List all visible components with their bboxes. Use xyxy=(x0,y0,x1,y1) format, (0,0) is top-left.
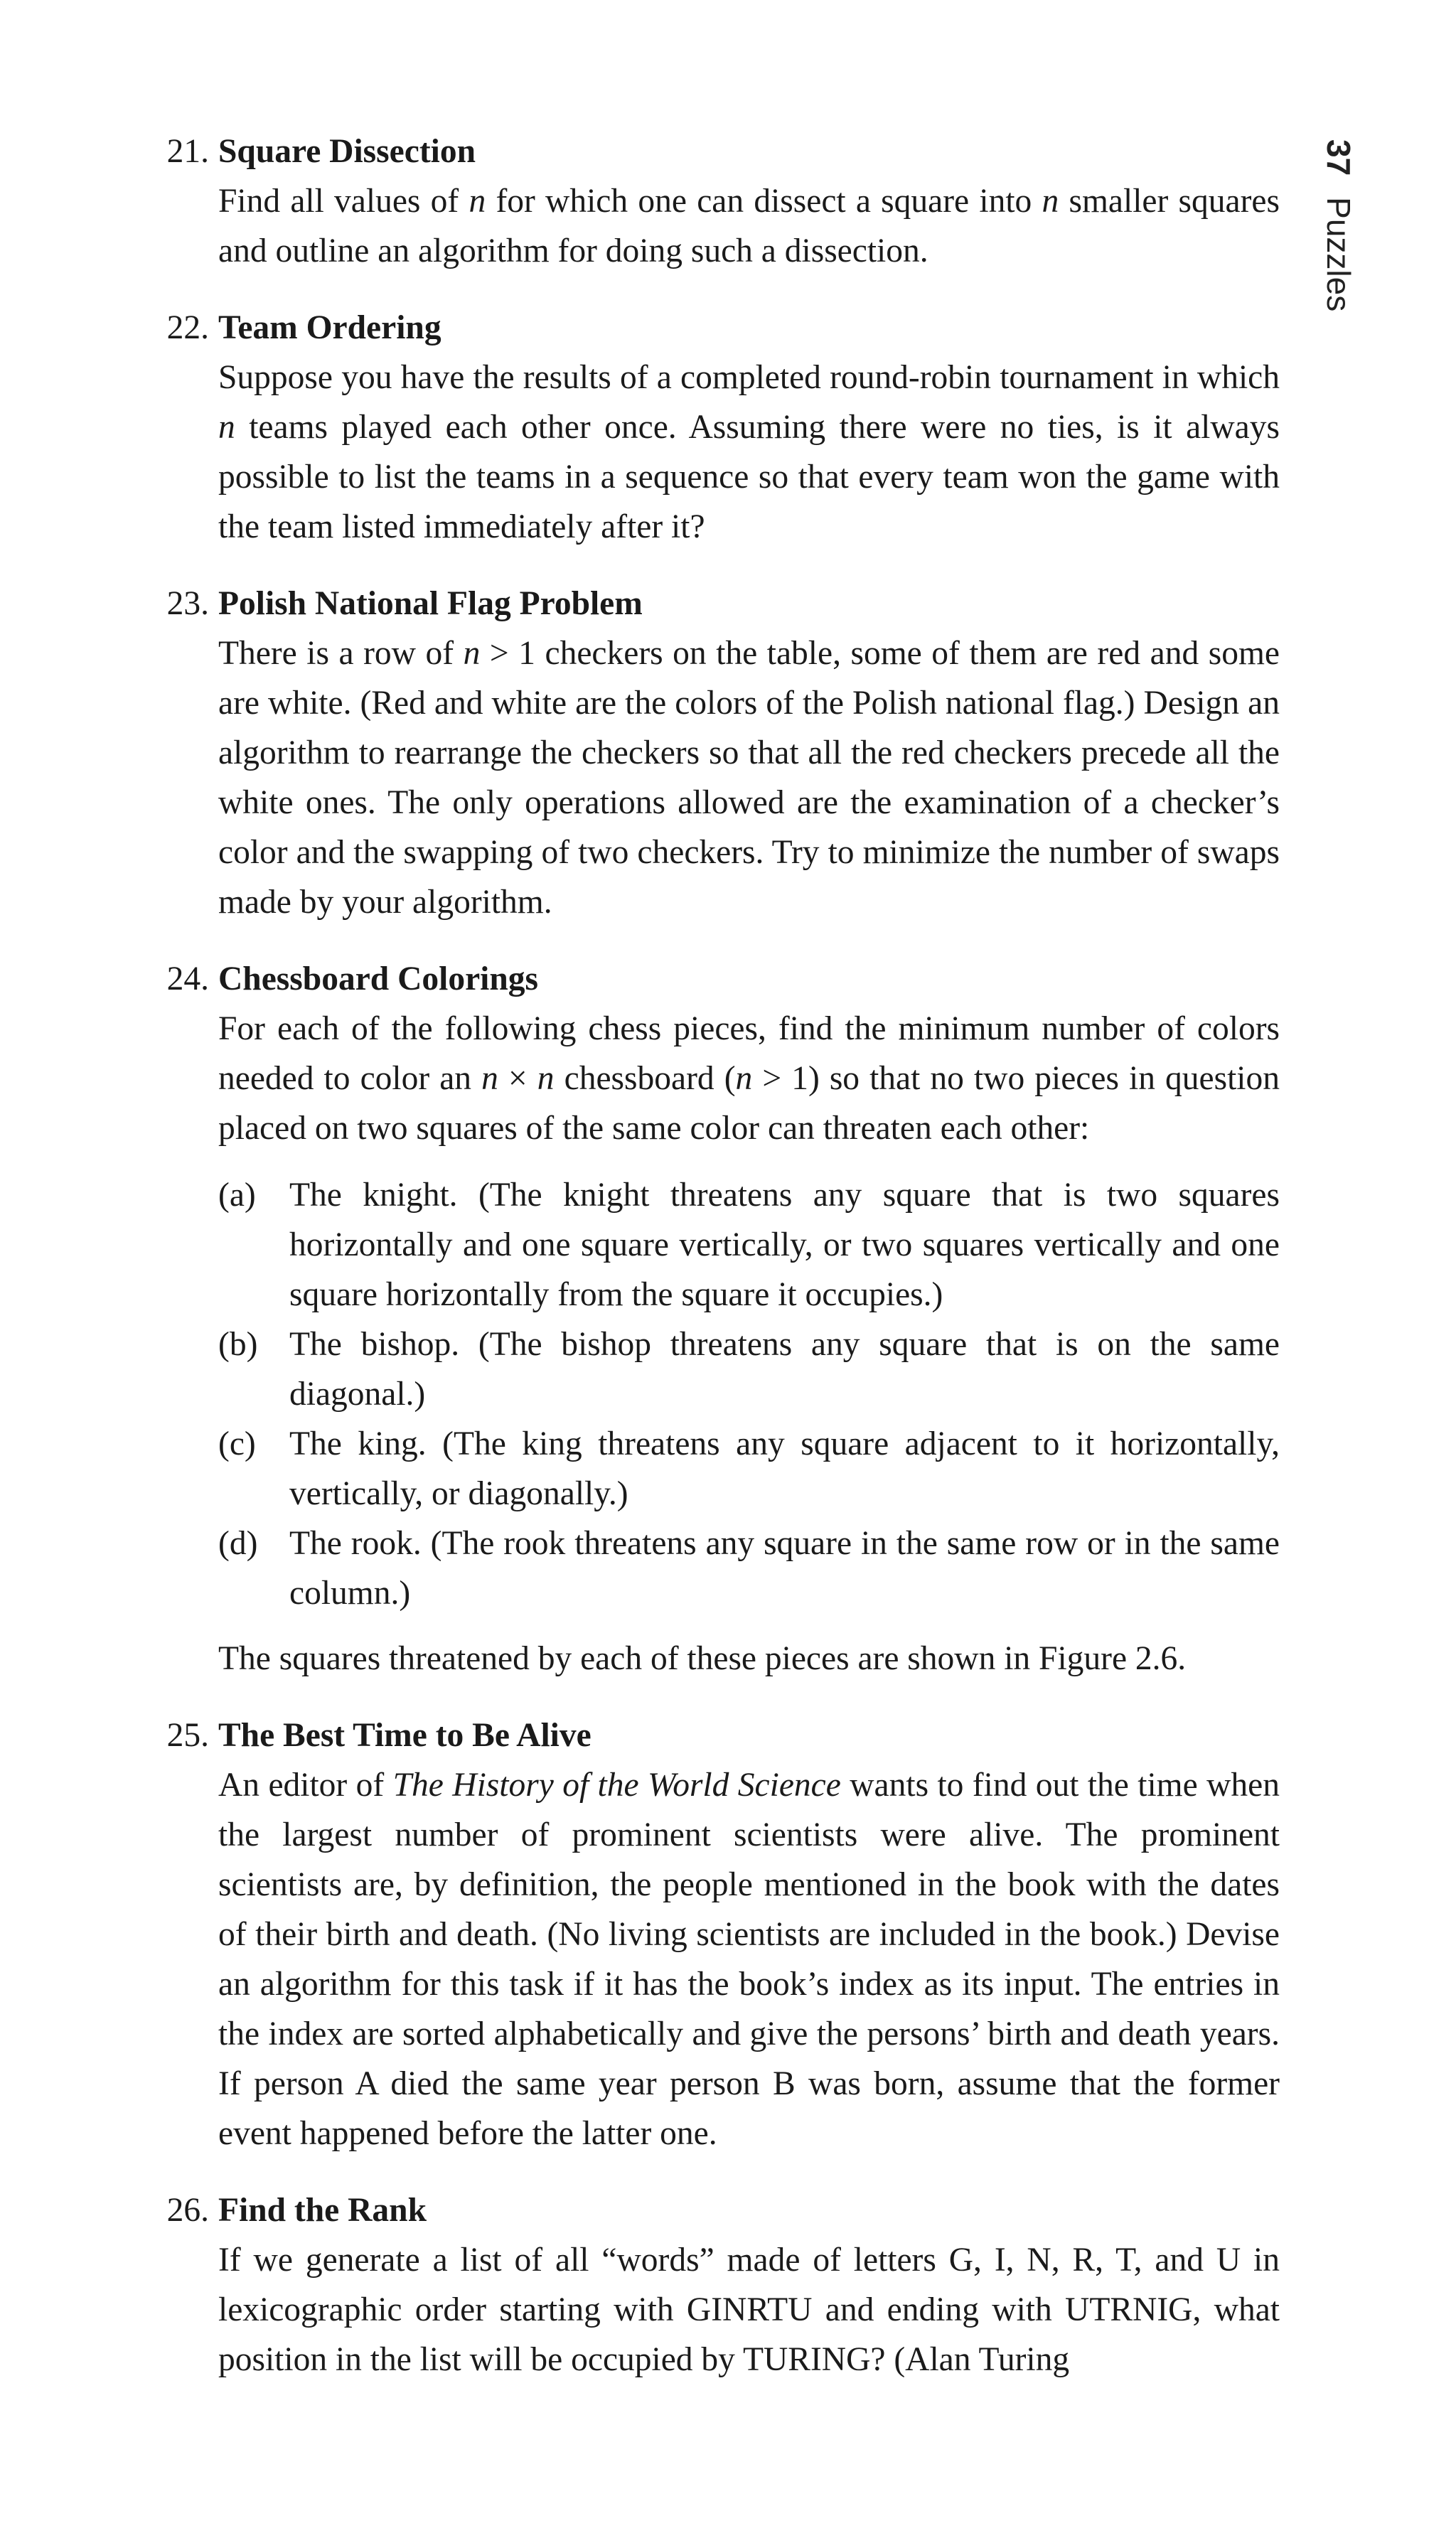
sub-item-text: The bishop. (The bishop threatens any square that is on the same diagonal.) xyxy=(289,1326,1280,1413)
running-head xyxy=(1320,139,1358,311)
page-number: 37 xyxy=(1320,139,1357,176)
puzzle-text: Suppose you have the results of a completed round-robin tournament in which n teams played each other once. Assuming there were no ties, is it always possible to list the teams in a sequence so that every team won the game with the team listed immediately after it? xyxy=(218,359,1280,545)
puzzle-text: Find all values of n for which one can dissect a square into n smaller squares and outline an algorithm for doing such a dissection. xyxy=(218,183,1280,269)
sub-item-label: (b) xyxy=(218,1326,258,1363)
puzzle-title: Find the Rank xyxy=(218,2192,427,2229)
puzzle-25 xyxy=(155,1710,1280,2158)
sub-item-label: (d) xyxy=(218,1525,258,1562)
puzzle-26 xyxy=(155,2185,1280,2384)
sub-item-label: (a) xyxy=(218,1177,256,1214)
sub-item-king xyxy=(218,1419,1280,1519)
puzzle-title: Team Ordering xyxy=(218,309,441,346)
puzzle-number: 23. xyxy=(166,585,209,622)
sub-item-bishop xyxy=(218,1319,1280,1419)
puzzle-22 xyxy=(155,303,1280,552)
puzzle-number: 22. xyxy=(166,309,209,346)
sub-item-text: The rook. (The rook threatens any square in the same row or in the same column.) xyxy=(289,1525,1280,1612)
puzzle-text: There is a row of n > 1 checkers on the table, some of them are red and some are white. (Red and white are the colors of the Polish national flag.) Design an algorithm to rearrange the checkers so that all the red checkers precede all the white ones. The only operations allowed are the examination of a checker’s color and the swapping of two checkers. Try to minimize the number of swaps made by your algorithm. xyxy=(218,635,1280,921)
puzzle-text: An editor of The History of the World Science wants to find out the time when the largest number of prominent scientists were alive. The prominent scientists are, by definition, the people mentioned in the book with the dates of their birth and death. (No living scientists are included in the book.) Devise an algorithm for this task if it has the book’s index as its input. The entries in the index are sorted alphabetically and give the persons’ birth and death years. If person A died the same year person B was born, assume that the former event happened before the latter one. xyxy=(218,1767,1280,2152)
sub-item-knight xyxy=(218,1170,1280,1319)
puzzle-number: 21. xyxy=(166,133,209,170)
puzzle-number: 24. xyxy=(166,960,209,997)
section-title: Puzzles xyxy=(1320,197,1357,312)
sub-item-rook xyxy=(218,1519,1280,1618)
puzzle-21 xyxy=(155,127,1280,276)
sub-item-list xyxy=(218,1170,1280,1618)
puzzle-title: Chessboard Colorings xyxy=(218,960,538,997)
sub-item-label: (c) xyxy=(218,1425,256,1462)
puzzle-text: If we generate a list of all “words” made of letters G, I, N, R, T, and U in lexicographic order starting with GINRTU and ending with UTRNIG, what position in the list will be occupied by TURING? (Alan Turing xyxy=(218,2242,1280,2378)
sub-item-text: The king. (The king threatens any square adjacent to it horizontally, vertically, or diagonally.) xyxy=(289,1425,1280,1512)
puzzle-number: 26. xyxy=(166,2192,209,2229)
puzzle-number: 25. xyxy=(166,1717,209,1754)
puzzle-24 xyxy=(155,954,1280,1683)
figure-reference: The squares threatened by each of these pieces are shown in Figure 2.6. xyxy=(218,1640,1187,1677)
puzzle-title: Polish National Flag Problem xyxy=(218,585,643,622)
puzzle-title: The Best Time to Be Alive xyxy=(218,1717,592,1754)
puzzle-23 xyxy=(155,579,1280,927)
sub-item-text: The knight. (The knight threatens any square that is two squares horizontally and one square vertically, or two squares vertically and one square horizontally from the square it occupies.) xyxy=(289,1177,1280,1313)
puzzle-title: Square Dissection xyxy=(218,133,476,170)
puzzle-list xyxy=(155,127,1280,2384)
puzzle-text: For each of the following chess pieces, find the minimum number of colors needed to color an n × n chessboard (n > 1) so that no two pieces in question placed on two squares of the same color can threaten each other: xyxy=(218,1010,1280,1147)
